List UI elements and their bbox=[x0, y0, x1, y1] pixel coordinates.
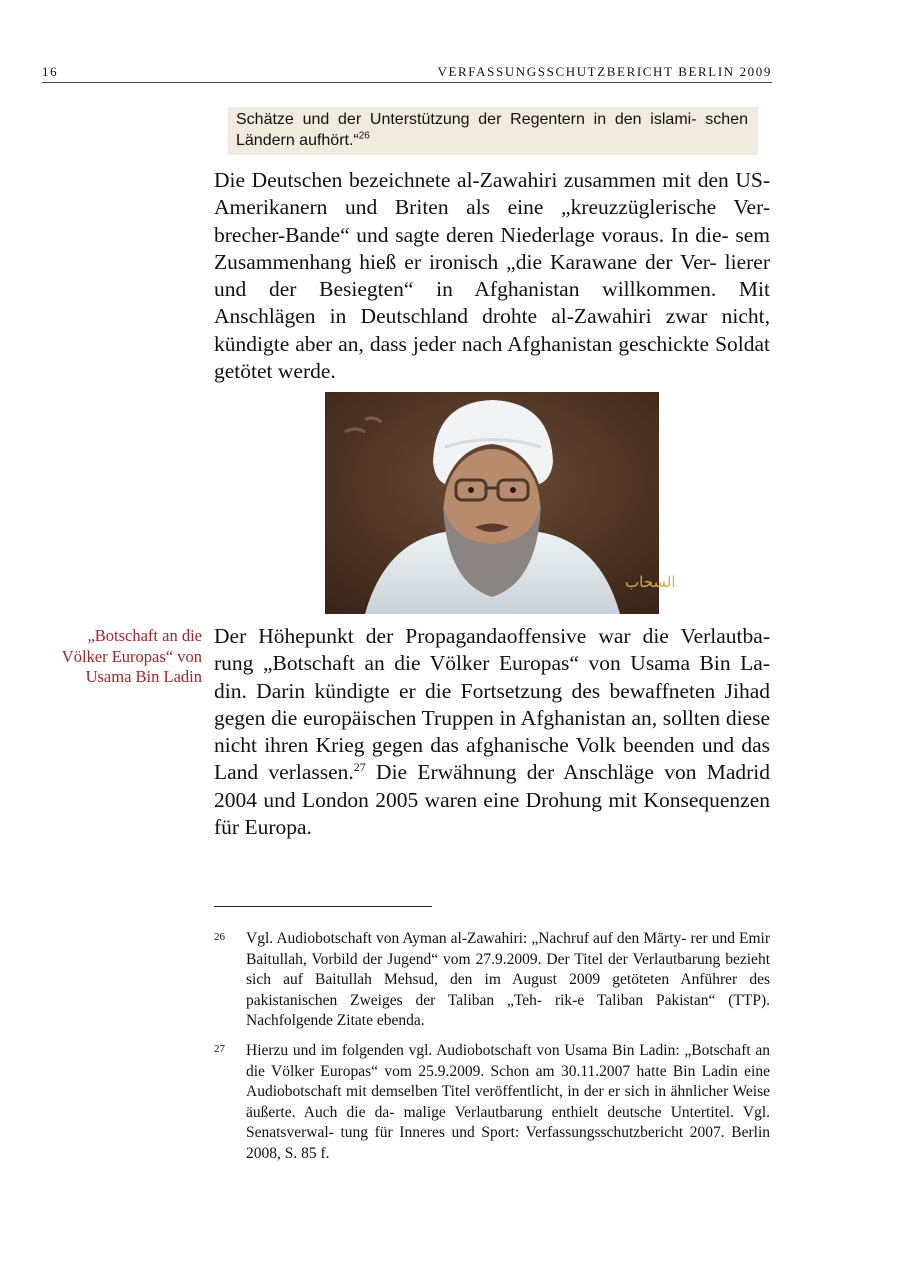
text-line: Soldat getötet werde. bbox=[214, 331, 771, 384]
running-title: VERFASSUNGSSCHUTZBERICHT BERLIN 2009 bbox=[437, 64, 772, 79]
footnote-line: „Botschaft an die Völker Europas“ vom 25.9.2009. Schon am bbox=[246, 1042, 770, 1080]
text-line: kündigte aber an, dass jeder nach Afghanistan geschickte bbox=[214, 331, 710, 356]
body-paragraph-2 bbox=[214, 623, 770, 841]
footnote-line: 30.11.2007 hatte Bin Ladin eine Audiobotschaft mit demselben Titel bbox=[246, 1062, 770, 1100]
page-number: 16 bbox=[42, 64, 59, 79]
footnote-text bbox=[246, 929, 770, 1032]
footnote-line: rik-e Taliban Pakistan“ (TTP). Nachfolgende Zitate ebenda. bbox=[246, 991, 770, 1029]
text-line: von Madrid 2004 und London 2005 waren eine Drohung mit bbox=[214, 760, 771, 812]
margin-note-line: Völker Europas“ von bbox=[61, 646, 202, 666]
text-line: und das Land verlassen. bbox=[214, 733, 770, 785]
footnote-number: 26 bbox=[214, 931, 225, 943]
margin-note-line: „Botschaft an die bbox=[87, 626, 202, 645]
footnote-divider bbox=[214, 906, 432, 907]
text-line: Die Erwähnung der Anschläge bbox=[365, 760, 654, 785]
text-line: lierer und der Besiegten“ in Afghanistan willkommen. Mit bbox=[214, 249, 770, 302]
running-header bbox=[42, 62, 772, 83]
quote-line: schen Ländern aufhört.“ bbox=[236, 111, 748, 149]
text-line: Anschlägen in Deutschland drohte al-Zawahiri zwar nicht, bbox=[214, 304, 770, 329]
footnote-line: veröffentlicht, in der er sich in ähnlicher Weise äußerte. Auch die da- bbox=[246, 1083, 770, 1121]
text-line: din. Darin kündigte er die Fortsetzung des bewaffneten Jihad bbox=[214, 678, 770, 703]
footnote-number: 27 bbox=[214, 1043, 225, 1055]
footnote-line: der Verlautbarung bezieht sich auf Baitullah Mehsud, den im August bbox=[246, 950, 770, 988]
footnote bbox=[214, 1041, 770, 1164]
footnote bbox=[214, 929, 770, 1032]
footnote-line: Vgl. Audiobotschaft von Ayman al-Zawahiri: „Nachruf auf den Märty- bbox=[246, 930, 687, 947]
body-paragraph-1 bbox=[214, 167, 770, 385]
text-line: Der Höhepunkt der Propagandaoffensive war die Verlautba- bbox=[214, 624, 770, 648]
text-line: Konsequenzen für Europa. bbox=[214, 787, 770, 840]
text-line: brecher-Bande“ und sagte deren Niederlage voraus. In die- bbox=[214, 222, 729, 247]
footnote-line: 2009 getöteten Anführer des pakistanischen Zweiges der Taliban „Teh- bbox=[246, 971, 770, 1009]
text-line: US-Amerikanern und Briten als eine „kreuzzüglerische Ver- bbox=[214, 168, 770, 220]
text-line: rung „Botschaft an die Völker Europas“ von Usama Bin La- bbox=[214, 651, 770, 676]
footnote-line: Hierzu und im folgenden vgl. Audiobotschaft von Usama Bin Ladin: bbox=[246, 1042, 680, 1059]
footnote-text bbox=[246, 1041, 770, 1164]
margin-note bbox=[30, 626, 202, 688]
text-line: sem Zusammenhang hieß er ironisch „die Karawane der Ver- bbox=[214, 222, 770, 274]
footnote-ref[interactable]: 26 bbox=[358, 130, 370, 142]
quote-box bbox=[228, 107, 758, 155]
quote-line: Schätze und der Unterstützung der Regentern in den islami- bbox=[236, 111, 697, 128]
broadcaster-logo: السحاب bbox=[625, 573, 676, 591]
footnote-line: 2008, S. 85 f. bbox=[246, 1144, 330, 1162]
text-line: Die Deutschen bezeichnete al-Zawahiri zusammen mit den bbox=[214, 168, 729, 192]
text-line: gegen die europäischen Truppen in Afghanistan an, sollten bbox=[214, 705, 721, 730]
margin-note-line: Usama Bin Ladin bbox=[85, 667, 202, 687]
footnote-ref[interactable]: 27 bbox=[353, 760, 366, 775]
footnote-line: malige Verlautbarung enthielt deutsche Untertitel. Vgl. Senatsverwal- bbox=[246, 1103, 771, 1141]
portrait-photo bbox=[325, 392, 676, 614]
footnote-line: tung für Inneres und Sport: Verfassungsschutzbericht 2007. Berlin bbox=[340, 1124, 771, 1141]
footnote-line: rer und Emir Baitullah, Vorbild der Jugend“ vom 27.9.2009. Der Titel bbox=[246, 930, 770, 968]
text-line: diese nicht ihren Krieg gegen das afghanische Volk beenden bbox=[214, 705, 770, 758]
